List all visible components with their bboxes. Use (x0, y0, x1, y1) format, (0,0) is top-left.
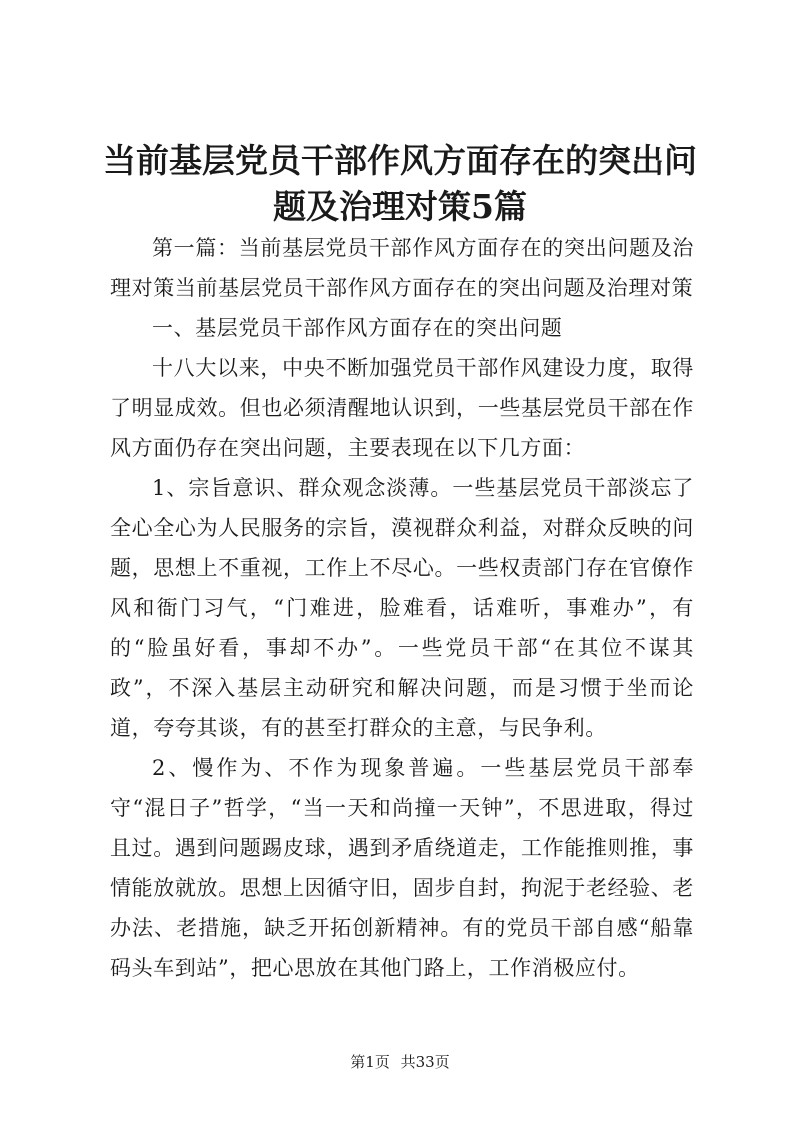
paragraph-chapter-heading: 第一篇：当前基层党员干部作风方面存在的突出问题及治理对策当前基层党员干部作风方面存在的突出问题及治理对策 (110, 236, 694, 300)
paragraph-point-2: 2、慢作为、不作为现象普遍。一些基层党员干部奉守“混日子”哲学，“当一天和尚撞一天钟”，不思进取，得过且过。遇到问题踢皮球，遇到矛盾绕道走，工作能推则推，事情能放就放。思想上因循守旧，固步自封，拘泥于老经验、老办法、老措施，缺乏开拓创新精神。有的党员干部自感“船靠码头车到站”，把心思放在其他门路上，工作消极应付。 (110, 756, 694, 980)
page-footer (0, 1052, 800, 1072)
page-total: 共33页 (400, 1053, 450, 1071)
paragraph-point-1: 1、宗旨意识、群众观念淡薄。一些基层党员干部淡忘了全心全心为人民服务的宗旨，漠视群众利益，对群众反映的问题，思想上不重视，工作上不尽心。一些权责部门存在官僚作风和衙门习气，“门难进，脸难看，话难听，事难办”，有的“脸虽好看，事却不办”。一些党员干部“在其位不谋其政”，不深入基层主动研究和解决问题，而是习惯于坐而论道，夸夸其谈，有的甚至打群众的主意，与民争利。 (110, 476, 694, 740)
document-body (110, 228, 694, 988)
document-title: 当前基层党员干部作风方面存在的突出问题及治理对策5篇 (103, 141, 697, 226)
paragraph-intro: 十八大以来，中央不断加强党员干部作风建设力度，取得了明显成效。但也必须清醒地认识到，一些基层党员干部在作风方面仍存在突出问题，主要表现在以下几方面： (110, 356, 694, 460)
page-number: 第1页 (350, 1053, 390, 1071)
paragraph-section-heading: 一、基层党员干部作风方面存在的突出问题 (152, 316, 563, 340)
